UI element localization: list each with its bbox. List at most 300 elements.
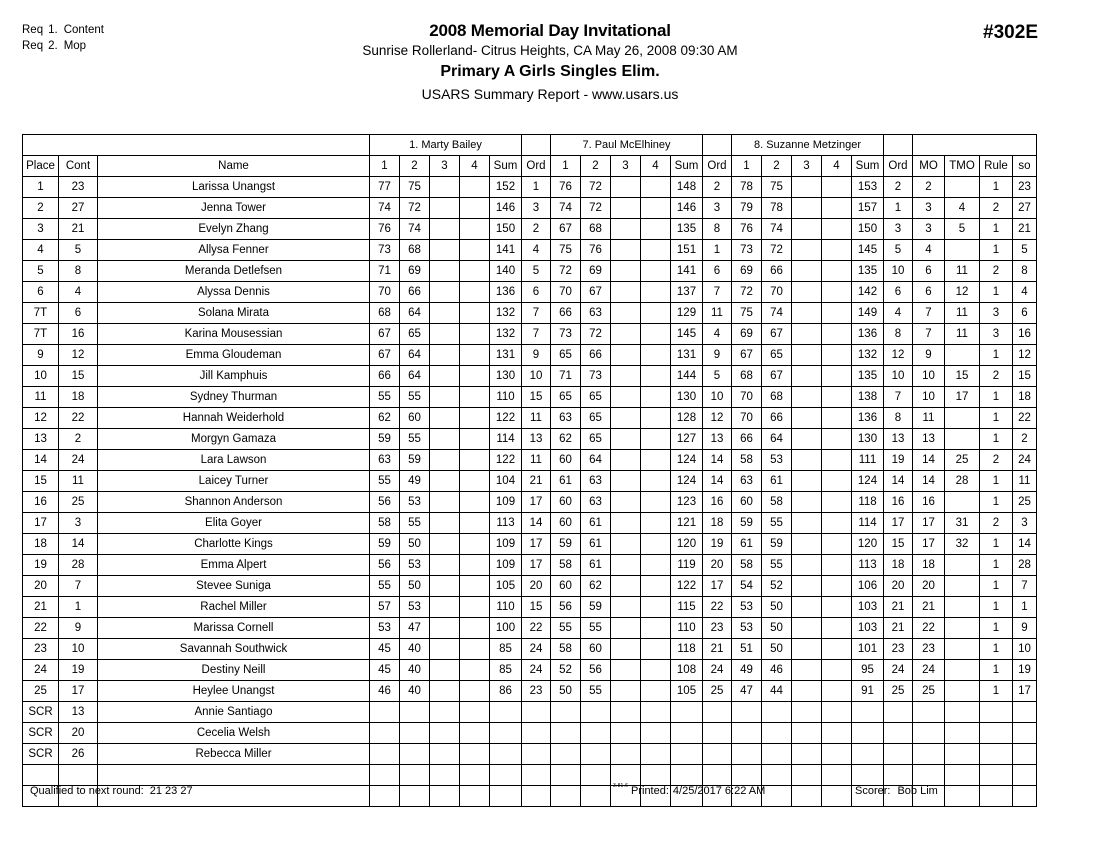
cell-tmo: 12 bbox=[945, 282, 980, 303]
cell-judge8-score1: 75 bbox=[732, 303, 762, 324]
cell-judge1-score1: 45 bbox=[370, 639, 400, 660]
judge-banner-tail bbox=[913, 135, 1037, 156]
cell-judge7-score4 bbox=[641, 702, 671, 723]
col-header-judge1-score3: 3 bbox=[430, 156, 460, 177]
cell-judge1-score2: 75 bbox=[400, 177, 430, 198]
judge-banner-spacer bbox=[23, 135, 370, 156]
cell-judge7-sum: 129 bbox=[671, 303, 703, 324]
cell-so: 19 bbox=[1013, 660, 1037, 681]
cell-place: 24 bbox=[23, 660, 59, 681]
qualified-label: Qualified to next round: bbox=[30, 785, 144, 797]
judge-banner-gap bbox=[522, 135, 551, 156]
cell-judge1-score2: 59 bbox=[400, 450, 430, 471]
col-header-judge8-score4: 4 bbox=[822, 156, 852, 177]
cell-judge1-sum: 122 bbox=[490, 408, 522, 429]
cell-place: 4 bbox=[23, 240, 59, 261]
cell-so: 9 bbox=[1013, 618, 1037, 639]
cell-judge8-sum: 124 bbox=[852, 471, 884, 492]
cell-judge1-score2: 64 bbox=[400, 366, 430, 387]
cell-judge1-score2 bbox=[400, 723, 430, 744]
cell-judge7-ord: 10 bbox=[703, 387, 732, 408]
cell-mo: 23 bbox=[913, 639, 945, 660]
cell-judge8-score3 bbox=[792, 639, 822, 660]
col-header-mo: MO bbox=[913, 156, 945, 177]
cell-judge7-sum: 137 bbox=[671, 282, 703, 303]
cell-judge7-score1: 75 bbox=[551, 240, 581, 261]
cell-judge7-score3 bbox=[611, 702, 641, 723]
cell-judge1-score3 bbox=[430, 429, 460, 450]
cell-judge8-sum: 135 bbox=[852, 366, 884, 387]
cell-judge7-score1: 60 bbox=[551, 492, 581, 513]
table-row bbox=[23, 408, 1037, 429]
cell-tmo: 15 bbox=[945, 366, 980, 387]
cell-judge1-score4 bbox=[460, 492, 490, 513]
cell-rule: 1 bbox=[980, 471, 1013, 492]
cell-judge1-score3 bbox=[430, 681, 460, 702]
cell-rule: 1 bbox=[980, 576, 1013, 597]
cell-so: 16 bbox=[1013, 324, 1037, 345]
cell-judge7-score3 bbox=[611, 240, 641, 261]
cell-so: 8 bbox=[1013, 261, 1037, 282]
cell-judge7-score3 bbox=[611, 450, 641, 471]
cell-mo: 6 bbox=[913, 261, 945, 282]
cell-judge8-score3 bbox=[792, 240, 822, 261]
cell-judge8-sum: 111 bbox=[852, 450, 884, 471]
cell-judge8-score2 bbox=[762, 702, 792, 723]
cell-judge7-score3 bbox=[611, 723, 641, 744]
cell-judge1-score1: 62 bbox=[370, 408, 400, 429]
cell-name: Sydney Thurman bbox=[98, 387, 370, 408]
cell-place: 3 bbox=[23, 219, 59, 240]
cell-judge1-ord: 7 bbox=[522, 324, 551, 345]
cell-judge8-score4 bbox=[822, 471, 852, 492]
cell-judge8-score4 bbox=[822, 555, 852, 576]
cell-judge7-ord: 20 bbox=[703, 555, 732, 576]
cell-judge8-score3 bbox=[792, 576, 822, 597]
cell-name: Destiny Neill bbox=[98, 660, 370, 681]
cell-judge8-ord: 21 bbox=[884, 618, 913, 639]
cell-rule: 1 bbox=[980, 555, 1013, 576]
cell-judge1-ord: 17 bbox=[522, 534, 551, 555]
cell-tmo: 5 bbox=[945, 219, 980, 240]
cell-judge1-score3 bbox=[430, 177, 460, 198]
cell-cont: 3 bbox=[59, 513, 98, 534]
judge-header-1: 1. Marty Bailey bbox=[370, 135, 522, 156]
cell-judge7-score1: 58 bbox=[551, 639, 581, 660]
cell-judge7-sum: 128 bbox=[671, 408, 703, 429]
cell-judge1-score4 bbox=[460, 702, 490, 723]
cell-name: Rachel Miller bbox=[98, 597, 370, 618]
cell-judge7-score1: 60 bbox=[551, 450, 581, 471]
col-header-judge8-score1: 1 bbox=[732, 156, 762, 177]
cell-rule: 3 bbox=[980, 303, 1013, 324]
cell-judge7-score2: 76 bbox=[581, 240, 611, 261]
judge-header-2: 7. Paul McElhiney bbox=[551, 135, 703, 156]
cell-name: Savannah Southwick bbox=[98, 639, 370, 660]
cell-judge8-ord: 14 bbox=[884, 471, 913, 492]
cell-judge1-score4 bbox=[460, 660, 490, 681]
cell-tmo bbox=[945, 723, 980, 744]
cell-rule: 1 bbox=[980, 387, 1013, 408]
cell-judge8-score2: 67 bbox=[762, 366, 792, 387]
cell-so: 14 bbox=[1013, 534, 1037, 555]
cell-name: Meranda Detlefsen bbox=[98, 261, 370, 282]
cell-judge8-sum: 120 bbox=[852, 534, 884, 555]
table-row bbox=[23, 240, 1037, 261]
cell-judge7-ord: 6 bbox=[703, 261, 732, 282]
cell-judge1-score3 bbox=[430, 324, 460, 345]
cell-judge1-score1: 66 bbox=[370, 366, 400, 387]
cell-judge1-score2: 72 bbox=[400, 198, 430, 219]
cell-cont: 4 bbox=[59, 282, 98, 303]
cell-judge7-sum: 110 bbox=[671, 618, 703, 639]
cell-mo: 22 bbox=[913, 618, 945, 639]
cell-judge8-score2: 52 bbox=[762, 576, 792, 597]
table-row bbox=[23, 723, 1037, 744]
table-row bbox=[23, 324, 1037, 345]
cell-judge1-score1 bbox=[370, 744, 400, 765]
cell-judge7-sum: 131 bbox=[671, 345, 703, 366]
cell-judge7-score3 bbox=[611, 534, 641, 555]
cell-so bbox=[1013, 723, 1037, 744]
cell-judge8-score2: 53 bbox=[762, 450, 792, 471]
cell-mo: 17 bbox=[913, 513, 945, 534]
cell-judge7-score4 bbox=[641, 555, 671, 576]
cell-judge7-score4 bbox=[641, 660, 671, 681]
cell-judge7-sum: 145 bbox=[671, 324, 703, 345]
cell-judge1-score4 bbox=[460, 366, 490, 387]
cell-judge8-score4 bbox=[822, 408, 852, 429]
requirement-label: Req bbox=[22, 40, 44, 52]
cell-judge7-score2: 65 bbox=[581, 387, 611, 408]
cell-mo: 7 bbox=[913, 324, 945, 345]
cell-judge8-ord: 17 bbox=[884, 513, 913, 534]
cell-judge7-score3 bbox=[611, 681, 641, 702]
cell-judge8-score4 bbox=[822, 429, 852, 450]
cell-judge7-score2: 63 bbox=[581, 471, 611, 492]
cell-judge7-score3 bbox=[611, 513, 641, 534]
cell-judge7-ord bbox=[703, 723, 732, 744]
cell-so: 11 bbox=[1013, 471, 1037, 492]
cell-mo: 11 bbox=[913, 408, 945, 429]
cell-judge7-score4 bbox=[641, 303, 671, 324]
cell-judge1-score4 bbox=[460, 723, 490, 744]
cell-judge8-score3 bbox=[792, 555, 822, 576]
cell-judge8-score2: 50 bbox=[762, 597, 792, 618]
cell-judge7-score4 bbox=[641, 681, 671, 702]
cell-judge8-score3 bbox=[792, 366, 822, 387]
cell-judge1-score3 bbox=[430, 303, 460, 324]
cell-judge8-ord: 8 bbox=[884, 324, 913, 345]
cell-cont: 1 bbox=[59, 597, 98, 618]
cell-judge1-score3 bbox=[430, 744, 460, 765]
cell-name: Charlotte Kings bbox=[98, 534, 370, 555]
cell-judge8-score4 bbox=[822, 450, 852, 471]
cell-judge7-score4 bbox=[641, 219, 671, 240]
cell-judge8-ord: 25 bbox=[884, 681, 913, 702]
cell-judge8-score1 bbox=[732, 744, 762, 765]
cell-judge8-score3 bbox=[792, 597, 822, 618]
cell-rule bbox=[980, 702, 1013, 723]
cell-judge1-sum: 105 bbox=[490, 576, 522, 597]
cell-judge1-score1: 74 bbox=[370, 198, 400, 219]
cell-tmo: 11 bbox=[945, 324, 980, 345]
cell-judge1-ord: 24 bbox=[522, 660, 551, 681]
cell-so: 17 bbox=[1013, 681, 1037, 702]
table-row bbox=[23, 345, 1037, 366]
cell-judge7-score2: 55 bbox=[581, 681, 611, 702]
cell-judge1-score2: 53 bbox=[400, 492, 430, 513]
cell-judge1-score1: 59 bbox=[370, 429, 400, 450]
cell-judge7-score2: 72 bbox=[581, 324, 611, 345]
cell-judge7-score4 bbox=[641, 198, 671, 219]
cell-judge1-ord bbox=[522, 702, 551, 723]
cell-judge1-score4 bbox=[460, 576, 490, 597]
cell-judge7-score1: 76 bbox=[551, 177, 581, 198]
cell-judge7-ord: 3 bbox=[703, 198, 732, 219]
cell-judge8-score3 bbox=[792, 387, 822, 408]
cell-judge1-ord: 17 bbox=[522, 555, 551, 576]
cell-judge1-score2: 68 bbox=[400, 240, 430, 261]
cell-judge8-score4 bbox=[822, 597, 852, 618]
cell-judge8-score4 bbox=[822, 723, 852, 744]
cell-place: 23 bbox=[23, 639, 59, 660]
cell-rule: 1 bbox=[980, 219, 1013, 240]
cell-judge8-score2: 50 bbox=[762, 618, 792, 639]
cell-judge1-score4 bbox=[460, 429, 490, 450]
cell-judge8-score3 bbox=[792, 702, 822, 723]
cell-judge1-score2: 55 bbox=[400, 387, 430, 408]
cell-judge1-ord: 21 bbox=[522, 471, 551, 492]
cell-judge1-score3 bbox=[430, 555, 460, 576]
cell-judge7-score2: 60 bbox=[581, 639, 611, 660]
cell-judge1-sum: 109 bbox=[490, 534, 522, 555]
cell-judge8-score2: 58 bbox=[762, 492, 792, 513]
cell-judge1-score2: 64 bbox=[400, 345, 430, 366]
cell-place: 7T bbox=[23, 324, 59, 345]
cell-tmo bbox=[945, 345, 980, 366]
cell-judge1-ord: 15 bbox=[522, 387, 551, 408]
cell-judge8-score4 bbox=[822, 324, 852, 345]
cell-judge1-score3 bbox=[430, 639, 460, 660]
cell-judge8-score2: 55 bbox=[762, 555, 792, 576]
cell-cont: 23 bbox=[59, 177, 98, 198]
judge-banner-gap bbox=[884, 135, 913, 156]
cell-judge7-score2: 72 bbox=[581, 198, 611, 219]
cell-judge8-score1: 67 bbox=[732, 345, 762, 366]
cell-judge1-score3 bbox=[430, 366, 460, 387]
cell-judge7-ord: 2 bbox=[703, 177, 732, 198]
cell-judge7-score4 bbox=[641, 366, 671, 387]
cell-cont: 22 bbox=[59, 408, 98, 429]
cell-so bbox=[1013, 744, 1037, 765]
cell-judge7-score4 bbox=[641, 618, 671, 639]
cell-mo: 3 bbox=[913, 198, 945, 219]
cell-name: Emma Alpert bbox=[98, 555, 370, 576]
cell-judge1-score1: 57 bbox=[370, 597, 400, 618]
cell-judge1-score3 bbox=[430, 576, 460, 597]
cell-judge8-score3 bbox=[792, 303, 822, 324]
cell-judge1-score2: 60 bbox=[400, 408, 430, 429]
cell-judge1-score1: 55 bbox=[370, 471, 400, 492]
cell-cont: 10 bbox=[59, 639, 98, 660]
cell-judge7-score1: 52 bbox=[551, 660, 581, 681]
cell-cont: 25 bbox=[59, 492, 98, 513]
cell-judge1-score4 bbox=[460, 555, 490, 576]
report-source-line: USARS Summary Report - www.usars.us bbox=[421, 86, 679, 102]
cell-judge8-score4 bbox=[822, 702, 852, 723]
cell-judge1-score2: 53 bbox=[400, 597, 430, 618]
cell-judge8-ord: 18 bbox=[884, 555, 913, 576]
cell-judge7-score3 bbox=[611, 660, 641, 681]
cell-judge1-sum bbox=[490, 723, 522, 744]
cell-judge1-score1: 71 bbox=[370, 261, 400, 282]
cell-tmo bbox=[945, 492, 980, 513]
cell-judge7-score2: 66 bbox=[581, 345, 611, 366]
cell-judge1-sum: 109 bbox=[490, 492, 522, 513]
cell-judge8-score1: 70 bbox=[732, 387, 762, 408]
cell-judge1-sum: 85 bbox=[490, 639, 522, 660]
cell-judge1-sum: 109 bbox=[490, 555, 522, 576]
cell-judge1-score1: 55 bbox=[370, 387, 400, 408]
table-row bbox=[23, 198, 1037, 219]
cell-rule: 1 bbox=[980, 240, 1013, 261]
judge-header-3: 8. Suzanne Metzinger bbox=[732, 135, 884, 156]
cell-judge1-score1: 56 bbox=[370, 555, 400, 576]
cell-judge8-score2: 66 bbox=[762, 261, 792, 282]
cell-place: 21 bbox=[23, 597, 59, 618]
cell-rule: 1 bbox=[980, 345, 1013, 366]
cell-judge8-score1: 60 bbox=[732, 492, 762, 513]
cell-judge1-sum: 104 bbox=[490, 471, 522, 492]
cell-judge8-score1: 69 bbox=[732, 261, 762, 282]
cell-so: 25 bbox=[1013, 492, 1037, 513]
cell-judge8-score3 bbox=[792, 723, 822, 744]
cell-tmo bbox=[945, 408, 980, 429]
cell-judge7-sum: 130 bbox=[671, 387, 703, 408]
cell-name: Laicey Turner bbox=[98, 471, 370, 492]
col-header-so: so bbox=[1013, 156, 1037, 177]
cell-tmo: 32 bbox=[945, 534, 980, 555]
cell-cont: 20 bbox=[59, 723, 98, 744]
cell-judge1-score2: 47 bbox=[400, 618, 430, 639]
cell-judge8-score2: 74 bbox=[762, 303, 792, 324]
cell-judge7-ord: 19 bbox=[703, 534, 732, 555]
cell-so: 24 bbox=[1013, 450, 1037, 471]
cell-judge8-score2: 70 bbox=[762, 282, 792, 303]
cell-judge8-score3 bbox=[792, 450, 822, 471]
cell-judge8-sum: 136 bbox=[852, 324, 884, 345]
cell-judge7-ord: 21 bbox=[703, 639, 732, 660]
cell-judge8-score4 bbox=[822, 681, 852, 702]
cell-judge8-ord: 21 bbox=[884, 597, 913, 618]
cell-place: 14 bbox=[23, 450, 59, 471]
cell-mo bbox=[913, 744, 945, 765]
cell-judge1-score4 bbox=[460, 198, 490, 219]
cell-judge7-sum: 146 bbox=[671, 198, 703, 219]
cell-judge7-score2 bbox=[581, 702, 611, 723]
cell-judge7-sum: 118 bbox=[671, 639, 703, 660]
cell-judge7-score4 bbox=[641, 177, 671, 198]
cell-rule: 1 bbox=[980, 660, 1013, 681]
cell-mo: 7 bbox=[913, 303, 945, 324]
cell-judge8-score4 bbox=[822, 513, 852, 534]
cell-judge7-score3 bbox=[611, 471, 641, 492]
cell-judge8-ord: 12 bbox=[884, 345, 913, 366]
cell-judge7-sum: 127 bbox=[671, 429, 703, 450]
cell-judge8-ord: 19 bbox=[884, 450, 913, 471]
cell-name: Hannah Weiderhold bbox=[98, 408, 370, 429]
cell-cont: 5 bbox=[59, 240, 98, 261]
cell-judge7-score1: 56 bbox=[551, 597, 581, 618]
cell-cont: 13 bbox=[59, 702, 98, 723]
cell-judge8-score3 bbox=[792, 660, 822, 681]
cell-judge1-score4 bbox=[460, 471, 490, 492]
cell-judge8-ord bbox=[884, 723, 913, 744]
cell-judge7-score1: 63 bbox=[551, 408, 581, 429]
cell-judge8-score2: 59 bbox=[762, 534, 792, 555]
cell-judge7-score3 bbox=[611, 219, 641, 240]
cell-judge8-sum: 101 bbox=[852, 639, 884, 660]
cell-tmo bbox=[945, 597, 980, 618]
cell-judge1-score1: 53 bbox=[370, 618, 400, 639]
cell-tmo bbox=[945, 177, 980, 198]
printed-value: 4/25/2017 6:22 AM bbox=[672, 785, 766, 797]
cell-judge1-score1: 68 bbox=[370, 303, 400, 324]
table-row bbox=[23, 177, 1037, 198]
cell-cont: 27 bbox=[59, 198, 98, 219]
cell-so: 1 bbox=[1013, 597, 1037, 618]
cell-judge7-score4 bbox=[641, 450, 671, 471]
cell-name: Heylee Unangst bbox=[98, 681, 370, 702]
cell-judge1-score2 bbox=[400, 702, 430, 723]
table-row bbox=[23, 534, 1037, 555]
cell-rule bbox=[980, 723, 1013, 744]
cell-judge7-score2: 69 bbox=[581, 261, 611, 282]
col-header-place: Place bbox=[23, 156, 59, 177]
cell-judge8-sum: 106 bbox=[852, 576, 884, 597]
cell-judge8-score3 bbox=[792, 408, 822, 429]
cell-judge1-ord: 17 bbox=[522, 492, 551, 513]
cell-judge8-sum bbox=[852, 744, 884, 765]
cell-rule: 2 bbox=[980, 261, 1013, 282]
table-row bbox=[23, 492, 1037, 513]
cell-so: 12 bbox=[1013, 345, 1037, 366]
cell-judge8-score2: 65 bbox=[762, 345, 792, 366]
report-heading bbox=[0, 20, 1100, 105]
cell-tmo bbox=[945, 576, 980, 597]
cell-judge1-ord: 9 bbox=[522, 345, 551, 366]
cell-judge7-sum: 124 bbox=[671, 450, 703, 471]
cell-name: Larissa Unangst bbox=[98, 177, 370, 198]
cell-judge1-score2: 50 bbox=[400, 534, 430, 555]
cell-judge8-score3 bbox=[792, 534, 822, 555]
cell-name: Jenna Tower bbox=[98, 198, 370, 219]
judge-banner-row bbox=[23, 135, 1037, 156]
cell-judge7-score4 bbox=[641, 513, 671, 534]
cell-judge7-ord: 25 bbox=[703, 681, 732, 702]
cell-cont: 28 bbox=[59, 555, 98, 576]
cell-judge7-score1: 60 bbox=[551, 576, 581, 597]
cell-place: 7T bbox=[23, 303, 59, 324]
cell-judge8-score4 bbox=[822, 198, 852, 219]
cell-judge7-score1: 66 bbox=[551, 303, 581, 324]
col-header-judge7-score4: 4 bbox=[641, 156, 671, 177]
table-row bbox=[23, 261, 1037, 282]
cell-judge1-ord bbox=[522, 744, 551, 765]
cell-judge8-score4 bbox=[822, 387, 852, 408]
cell-judge1-score4 bbox=[460, 303, 490, 324]
